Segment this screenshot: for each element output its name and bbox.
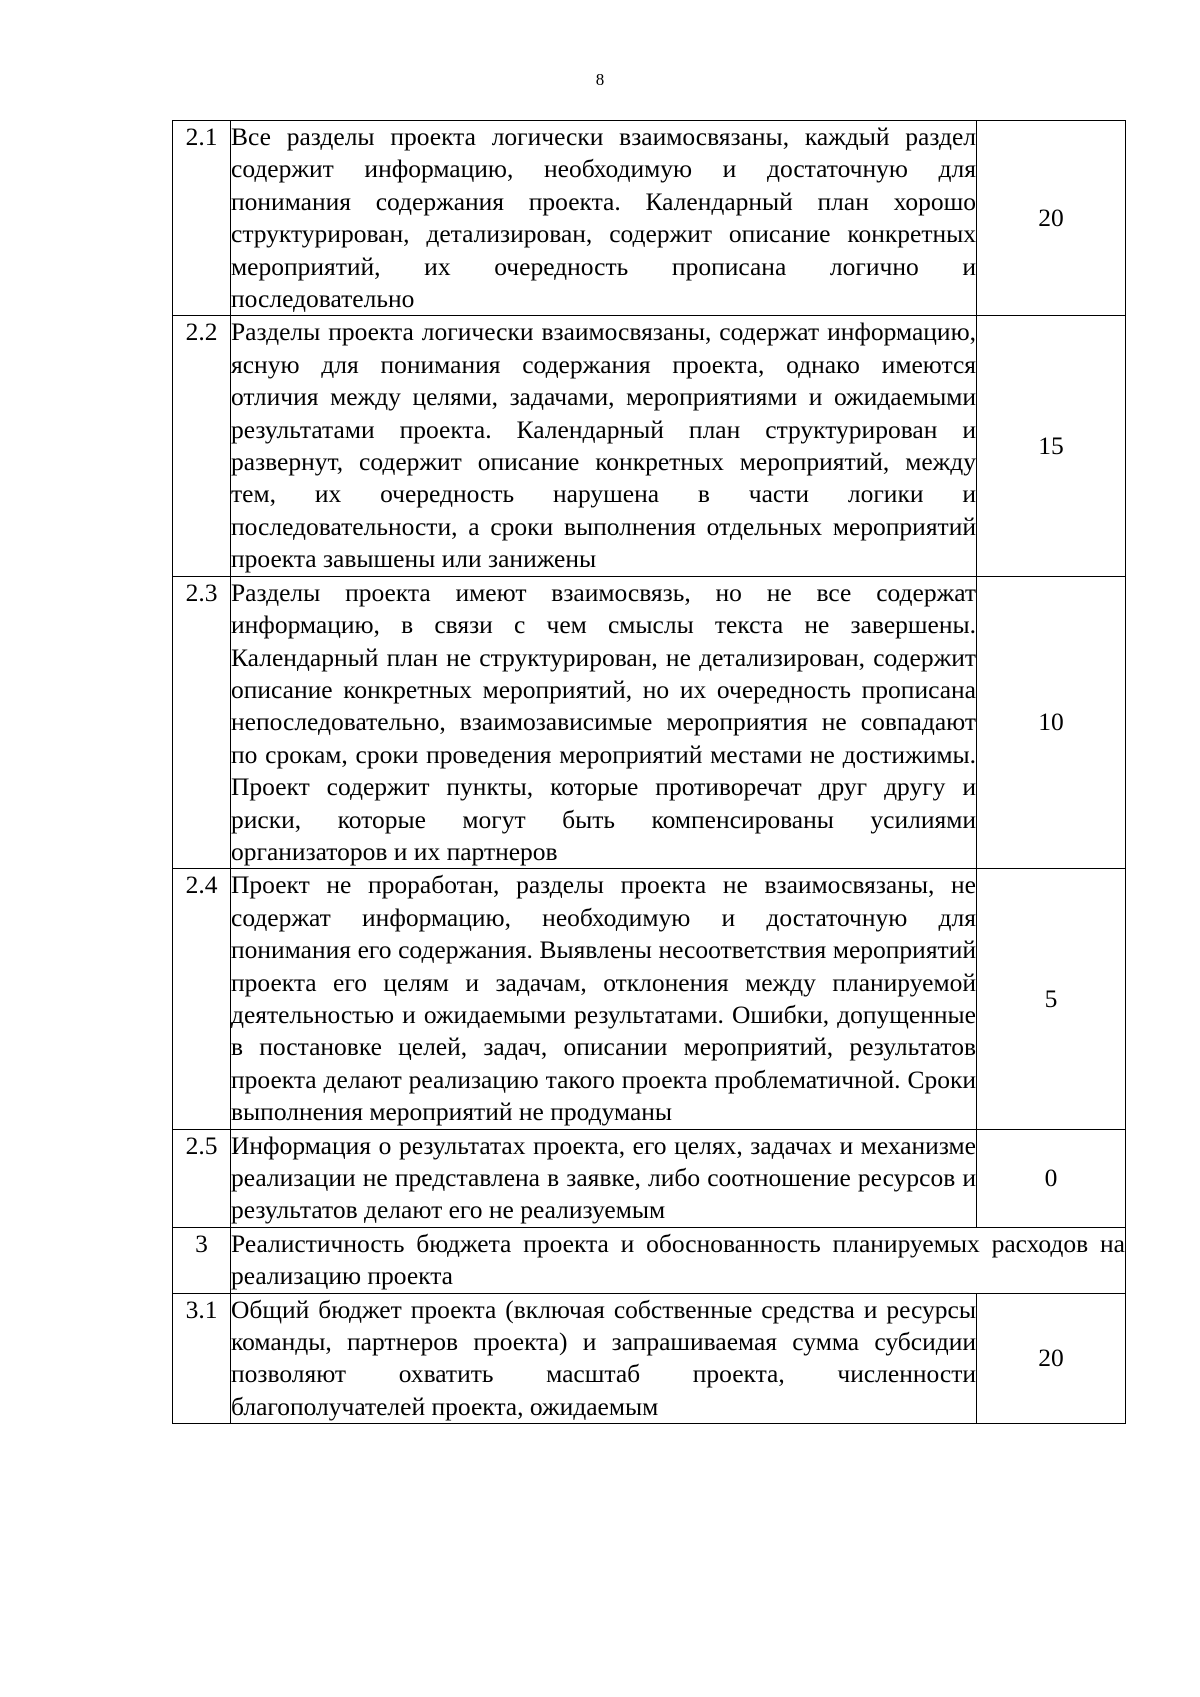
- page-number: 8: [595, 70, 605, 89]
- score-value: 20: [977, 1293, 1126, 1424]
- table-row: [173, 121, 1126, 316]
- row-number: 3.1: [173, 1293, 231, 1424]
- section-title: Реалистичность бюджета проекта и обоснованность планируемых расходов на реализацию проекта: [231, 1227, 1126, 1293]
- score-value: 15: [977, 316, 1126, 576]
- criterion-text: Разделы проекта имеют взаимосвязь, но не все содержат информацию, в связи с чем смыслы текста не завершены. Календарный план не структурирован, не детализирован, содержит описание конкретных мероприятий, но их очередность прописана непоследовательно, взаимозависимые мероприятия не совпадают по срокам, сроки проведения мероприятий местами не достижимы. Проект содержит пункты, которые противоречат друг другу и риски, которые могут быть компенсированы усилиями организаторов и их партнеров: [231, 576, 977, 869]
- criterion-text: Проект не проработан, разделы проекта не взаимосвязаны, не содержат информацию, необходимую и достаточную для понимания его содержания. Выявлены несоответствия мероприятий проекта его целям и задачам, отклонения между планируемой деятельностью и ожидаемыми результатами. Ошибки, допущенные в постановке целей, задач, описании мероприятий, результатов проекта делают реализацию такого проекта проблематичной. Сроки выполнения мероприятий не продуманы: [231, 869, 977, 1129]
- score-value: 0: [977, 1129, 1126, 1227]
- score-value: 10: [977, 576, 1126, 869]
- row-number: 2.3: [173, 576, 231, 869]
- score-value: 20: [977, 121, 1126, 316]
- table-row: [173, 1293, 1126, 1424]
- section-row: [173, 1227, 1126, 1293]
- score-value: 5: [977, 869, 1126, 1129]
- table-row: [173, 1129, 1126, 1227]
- criterion-text: Все разделы проекта логически взаимосвязаны, каждый раздел содержит информацию, необходимую и достаточную для понимания содержания проекта. Календарный план хорошо структурирован, детализирован, содержит описание конкретных мероприятий, их очередность прописана логично и последовательно: [231, 121, 977, 316]
- row-number: 2.4: [173, 869, 231, 1129]
- criterion-text: Разделы проекта логически взаимосвязаны, содержат информацию, ясную для понимания содержания проекта, однако имеются отличия между целями, задачами, мероприятиями и ожидаемыми результатами проекта. Календарный план структурирован и развернут, содержит описание конкретных мероприятий, между тем, их очередность нарушена в части логики и последовательности, а сроки выполнения отдельных мероприятий проекта завышены или занижены: [231, 316, 977, 576]
- row-number: 2.5: [173, 1129, 231, 1227]
- row-number: 2.2: [173, 316, 231, 576]
- criterion-text: Информация о результатах проекта, его целях, задачах и механизме реализации не представлена в заявке, либо соотношение ресурсов и результатов делают его не реализуемым: [231, 1129, 977, 1227]
- section-number: 3: [173, 1227, 231, 1293]
- criterion-text: Общий бюджет проекта (включая собственные средства и ресурсы команды, партнеров проекта) и запрашиваемая сумма субсидии позволяют охватить масштаб проекта, численности благополучателей проекта, ожидаемым: [231, 1293, 977, 1424]
- table-row: [173, 316, 1126, 576]
- row-number: 2.1: [173, 121, 231, 316]
- table-row: [173, 576, 1126, 869]
- table-row: [173, 869, 1126, 1129]
- criteria-table: [172, 120, 1126, 1424]
